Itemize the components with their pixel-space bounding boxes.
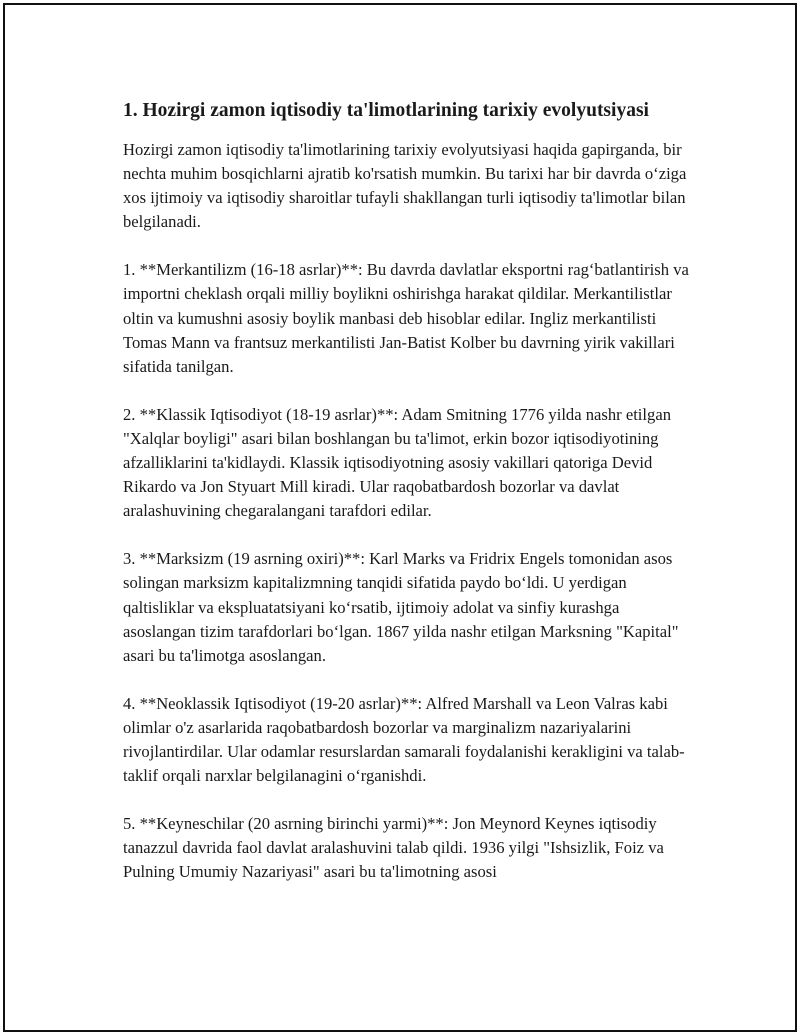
paragraph-merkantilizm: 1. **Merkantilizm (16-18 asrlar)**: Bu davrda davlatlar eksportni rag‘batlantirish va importni cheklash orqali milliy boylikni oshirishga harakat qildilar. Merkantilistlar oltin va kumushni asosiy boylik manbasi deb hisoblar edilar. Ingliz merkantilisti Tomas Mann va frantsuz merkantilisti Jan-Batist Kolber bu davrning yirik vakillari sifatida tanilgan. (123, 260, 689, 376)
paragraph-neoklassik-iqtisodiyot: 4. **Neoklassik Iqtisodiyot (19-20 asrlar)**: Alfred Marshall va Leon Valras kabi olimlar o'z asarlarida raqobatbardosh bozorlar va marginalizm nazariyalarini rivojlantirdilar. Ular odamlar resurslardan samarali foydalanishi kerakligini va talab-taklif orqali narxlar belgilanagini o‘rganishdi. (123, 693, 685, 786)
document-body (123, 98, 693, 908)
page-frame (3, 3, 797, 1032)
page-title: 1. Hozirgi zamon iqtisodiy ta'limotlarining tarixiy evolyutsiyasi (123, 100, 649, 121)
paragraph-klassik-iqtisodiyot: 2. **Klassik Iqtisodiyot (18-19 asrlar)**: Adam Smitning 1776 yilda nashr etilgan "Xalqlar boyligi" asari bilan boshlangan bu ta'limot, erkin bozor iqtisodiyotining afzalliklarini ta'kidlaydi. Klassik iqtisodiyotning asosiy vakillari qatoriga Devid Rikardo va Jon Styuart Mill kiradi. Ular raqobatbardosh bozorlar va davlat aralashuvining chegaralangani tarafdori edilar. (123, 404, 671, 521)
paragraph-keyneschilar: 5. **Keyneschilar (20 asrning birinchi yarmi)**: Jon Meynord Keynes iqtisodiy tanazzul davrida faol davlat aralashuvini talab qildi. 1936 yilgi "Ishsizlik, Foiz va Pulning Umumiy Nazariyasi" asari bu ta'limotning asosi (123, 814, 664, 882)
intro-paragraph: Hozirgi zamon iqtisodiy ta'limotlarining tarixiy evolyutsiyasi haqida gapirganda, bir nechta muhim bosqichlarni ajratib ko'rsatish mumkin. Bu tarixi har bir davrda o‘ziga xos ijtimoiy va iqtisodiy sharoitlar tufayli shakllangan turli iqtisodiy ta'limotlar bilan belgilanadi. (123, 140, 687, 232)
paragraph-marksizm: 3. **Marksizm (19 asrning oxiri)**: Karl Marks va Fridrix Engels tomonidan asos solingan marksizm kapitalizmning tanqidi sifatida paydo bo‘ldi. U yerdigan qaltisliklar va ekspluatatsiyani ko‘rsatib, ijtimoiy adolat va sinfiy kurashga asoslangan tizim tarafdorlari bo‘lgan. 1867 yilda nashr etilgan Marksning "Kapital" asari bu ta'limotga asoslangan. (123, 549, 679, 665)
